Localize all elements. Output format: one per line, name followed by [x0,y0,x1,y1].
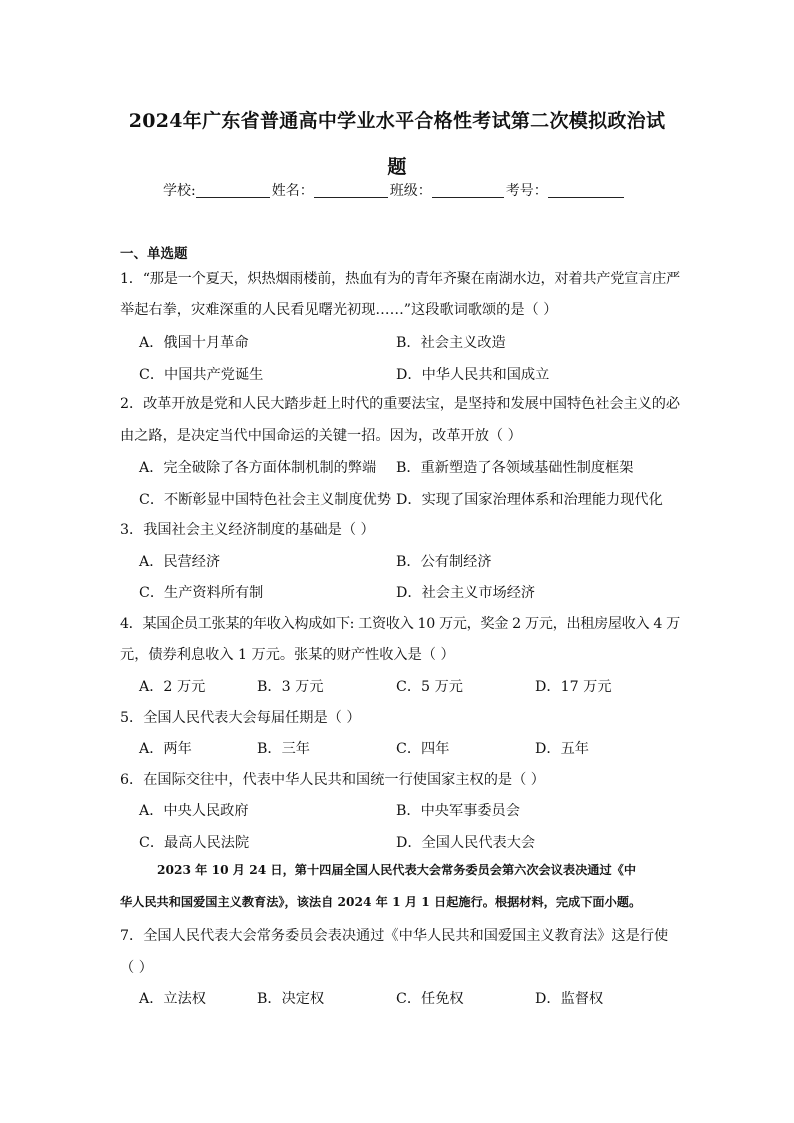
question-4-line2: 元，债券利息收入 1 万元。张某的财产性收入是（ ） [120,647,455,663]
material-line1: 2023 年 10 月 24 日，第十四届全国人民代表大会常务委员会第六次会议表决通过《中 [157,863,637,877]
question-1-line2: 举起右拳，灾难深重的人民看见曙光初现……”这段歌词歌颂的是（ ） [120,302,558,318]
question-3-option-c[interactable]: C．生产资料所有制 [139,585,264,601]
question-2-option-b[interactable]: B．重新塑造了各领域基础性制度框架 [396,460,634,476]
material-line2: 华人民共和国爱国主义教育法》，该法自 2024 年 1 月 1 日起施行。根据材料，完成下面小题。 [120,895,642,909]
number-blank[interactable] [548,183,624,198]
question-2-option-d[interactable]: D．实现了国家治理体系和治理能力现代化 [396,492,663,508]
exam-title-line2: 题 [387,156,407,178]
question-4-option-b[interactable]: B．3 万元 [257,679,324,695]
question-7-line2: （ ） [120,960,153,976]
question-7-option-a[interactable]: A．立法权 [139,991,206,1007]
question-5-option-a[interactable]: A．两年 [139,741,192,757]
question-4-option-a[interactable]: A．2 万元 [139,679,206,695]
school-label: 学校: [163,183,196,199]
question-1-option-b[interactable]: B．社会主义改造 [396,335,506,351]
question-1-option-c[interactable]: C．中国共产党诞生 [139,367,264,383]
question-3-option-b[interactable]: B．公有制经济 [396,554,492,570]
question-4-line1: 4．某国企员工张某的年收入构成如下: 工资收入 10 万元，奖金 2 万元，出租房屋收入 4 万 [120,616,680,632]
question-5-line1: 5．全国人民代表大会每届任期是（ ） [120,710,361,726]
question-3-option-d[interactable]: D．社会主义市场经济 [396,585,536,601]
name-blank[interactable] [314,183,388,198]
question-1-line1: 1．“那是一个夏天，炽热烟雨楼前，热血有为的青年齐聚在南湖水边，对着共产党宣言庄严 [120,271,681,287]
question-2-option-c[interactable]: C．不断彰显中国特色社会主义制度优势 [139,492,392,508]
question-1-option-a[interactable]: A．俄国十月革命 [139,335,249,351]
question-1-option-d[interactable]: D．中华人民共和国成立 [396,367,550,383]
question-7-option-c[interactable]: C．任免权 [396,991,464,1007]
question-2-option-a[interactable]: A．完全破除了各方面体制机制的弊端 [139,460,377,476]
name-label: 姓名： [271,183,314,199]
question-6-line1: 6．在国际交往中，代表中华人民共和国统一行使国家主权的是（ ） [120,772,545,788]
question-5-option-c[interactable]: C．四年 [396,741,450,757]
exam-title [100,98,694,190]
number-label: 考号： [505,183,548,199]
school-blank[interactable] [196,183,270,198]
question-5-option-b[interactable]: B．三年 [257,741,310,757]
question-6-option-b[interactable]: B．中央军事委员会 [396,803,520,819]
student-info [163,180,683,200]
question-6-option-c[interactable]: C．最高人民法院 [139,835,250,851]
question-6-option-d[interactable]: D．全国人民代表大会 [396,835,536,851]
question-7-option-d[interactable]: D．监督权 [535,991,604,1007]
question-3-line1: 3．我国社会主义经济制度的基础是（ ） [120,522,375,538]
question-2-line1: 2．改革开放是党和人民大踏步赶上时代的重要法宝，是坚持和发展中国特色社会主义的必 [120,396,680,412]
question-2-line2: 由之路，是决定当代中国命运的关键一招。因为，改革开放（ ） [120,428,522,444]
question-4-option-c[interactable]: C．5 万元 [396,679,463,695]
question-4-option-d[interactable]: D．17 万元 [535,679,612,695]
question-5-option-d[interactable]: D．五年 [535,741,589,757]
question-7-option-b[interactable]: B．决定权 [257,991,325,1007]
class-blank[interactable] [432,183,504,198]
question-6-option-a[interactable]: A．中央人民政府 [139,803,249,819]
question-7-line1: 7．全国人民代表大会常务委员会表决通过《中华人民共和国爱国主义教育法》这是行使 [120,928,669,944]
exam-title-line1: 2024年广东省普通高中学业水平合格性考试第二次模拟政治试 [128,110,666,132]
class-label: 班级： [389,183,432,199]
section-heading: 一、单选题 [120,246,188,262]
question-3-option-a[interactable]: A．民营经济 [139,554,221,570]
